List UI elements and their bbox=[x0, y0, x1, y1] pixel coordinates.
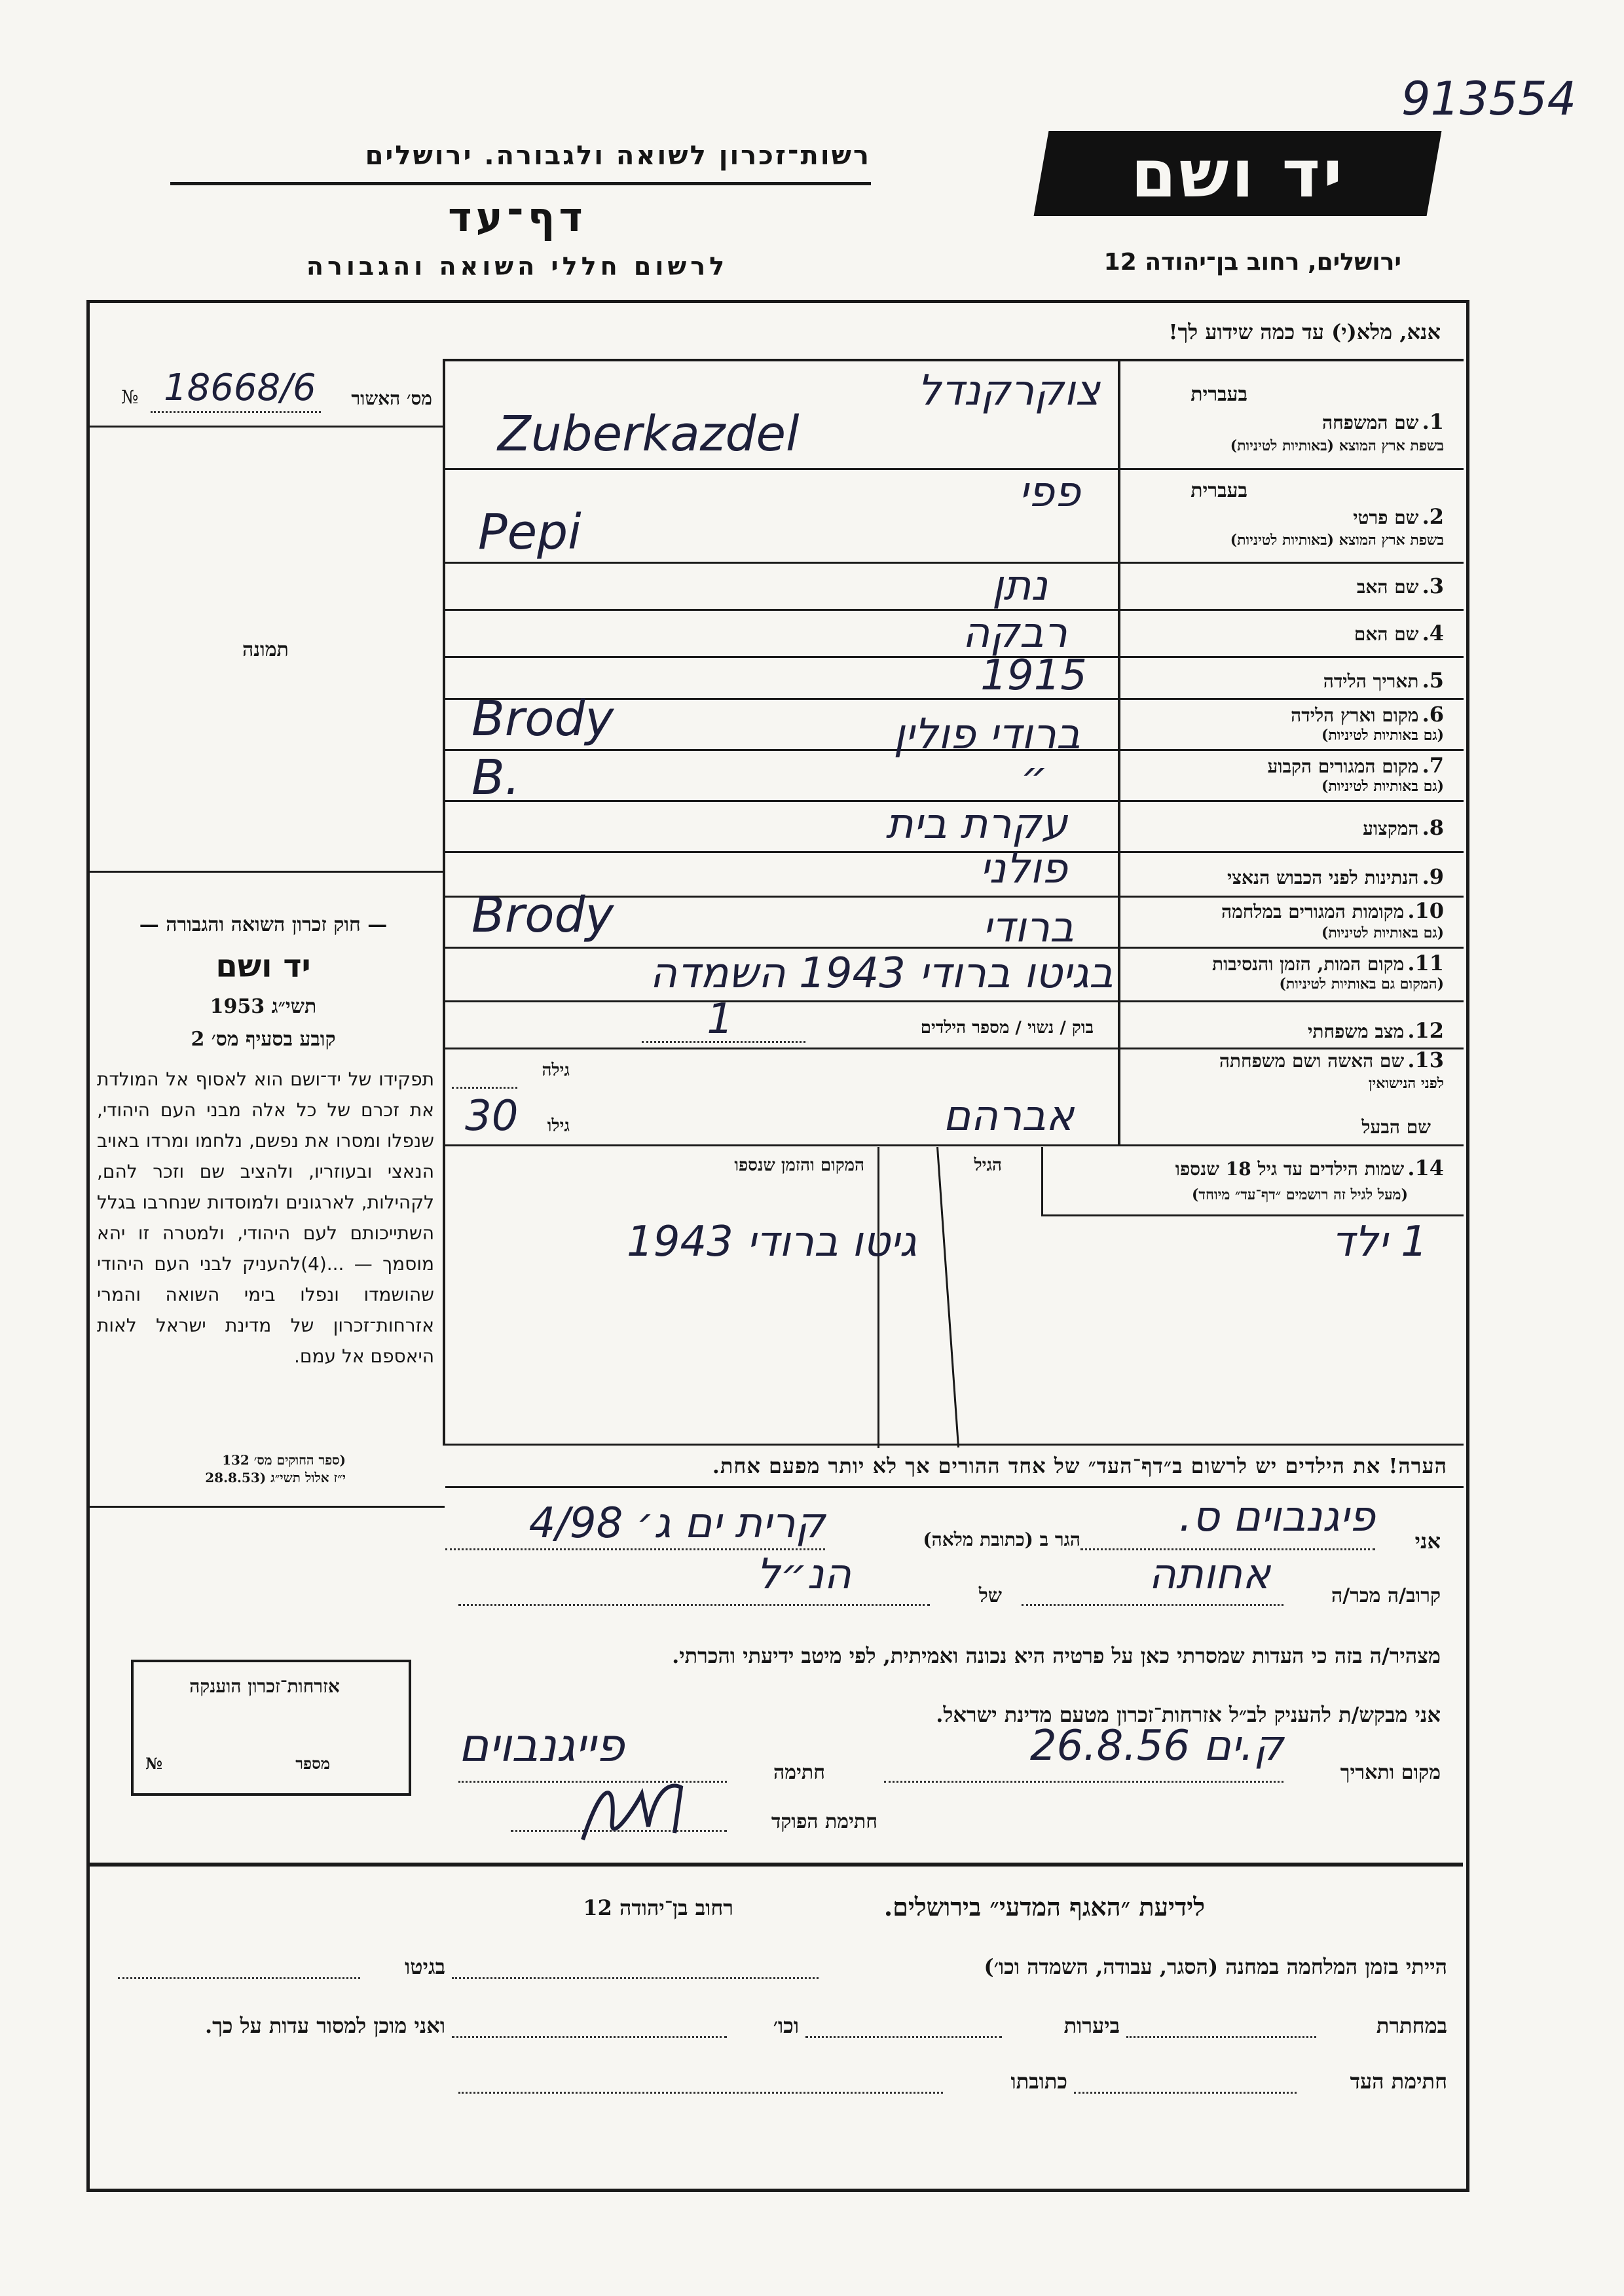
registration-label: מס׳ האשור bbox=[351, 388, 432, 409]
row-14-note: (מעל לגיל זה רושמים ״דף־עד״ מיוחד) bbox=[1191, 1186, 1408, 1203]
row-11-rule bbox=[445, 1000, 1464, 1002]
row-4-title: שם האם bbox=[1354, 623, 1419, 645]
bottom-line2-b: ביערות bbox=[1063, 2013, 1120, 2038]
row-14-label bbox=[1041, 1156, 1444, 1180]
hw-wartime-lat: Brody bbox=[471, 887, 614, 943]
bottom-line3-a: חתימת העד bbox=[1350, 2069, 1447, 2094]
hw-decl-name: פיגנבוים ס. bbox=[1179, 1493, 1375, 1541]
yad-vashem-logo bbox=[1034, 131, 1442, 216]
hw-marital-count: 1 bbox=[707, 995, 733, 1044]
row-4-num: 4. bbox=[1422, 621, 1444, 646]
row-2-sub: בשפת ארץ המוצא (באותיות לטיניות) bbox=[1230, 532, 1444, 549]
row-2-num: 2. bbox=[1422, 504, 1444, 529]
note-rule-left bbox=[90, 1506, 445, 1508]
bottom-rule bbox=[90, 1863, 1463, 1867]
hw-decl-place-date: ק.ים 26.8.56 bbox=[1029, 1722, 1283, 1770]
hw-decl-relation: אחותה bbox=[1149, 1550, 1270, 1599]
children-place-col: המקום והזמן שנספו bbox=[734, 1156, 864, 1175]
citizenship-box-no: № bbox=[145, 1754, 163, 1773]
row-6-sub: (גם באותיות לטיניות) bbox=[1321, 727, 1444, 744]
law-source-2: י״ז אלול תשי״ג (28.8.53 bbox=[205, 1470, 346, 1485]
decl-relation-line bbox=[1022, 1604, 1283, 1606]
registration-rule bbox=[90, 426, 445, 428]
decl-request-text: אני מבקש/ת להעניק לב״ל אזרחות־זכרון מטעם מדינת ישראל. bbox=[936, 1702, 1441, 1727]
left-column-divider bbox=[443, 359, 445, 1446]
row-1-title: שם המשפחה bbox=[1322, 412, 1419, 433]
row-11-num: 11. bbox=[1407, 951, 1444, 975]
row-5-label bbox=[1123, 668, 1444, 693]
hebrew-col-2: בעברית bbox=[1190, 479, 1247, 502]
hw-child: 1 ילד bbox=[1331, 1218, 1428, 1266]
hw-decl-signature: פייגנבוים bbox=[458, 1719, 625, 1772]
hw-surname-lat: Zuberkazdel bbox=[498, 406, 800, 462]
hebrew-col-1: בעברית bbox=[1190, 383, 1247, 406]
hw-birthplace-lat: Brody bbox=[471, 691, 614, 747]
bottom-line1-fill bbox=[452, 1977, 819, 1979]
hw-husband-age: 30 bbox=[465, 1092, 519, 1140]
row-11-label bbox=[1123, 951, 1444, 975]
row-11-sub: (המקום גם באותיות לטיניות) bbox=[1279, 975, 1444, 993]
hw-father: נתן bbox=[991, 562, 1048, 610]
row-2-title: שם פרטי bbox=[1353, 507, 1419, 528]
row-6-num: 6. bbox=[1422, 702, 1444, 727]
bottom-line2-c: וכו׳ bbox=[773, 2013, 799, 2038]
note-rule bbox=[445, 1486, 1464, 1488]
hw-birthplace-heb: ברודי פולין bbox=[893, 710, 1080, 759]
bottom-address: רחוב בן־יהודה 12 bbox=[583, 1895, 733, 1920]
row-12-label bbox=[1123, 1018, 1444, 1043]
decl-place-date-label: מקום ותאריך bbox=[1340, 1761, 1441, 1784]
row-13-title: שם האשה ושם משפחתה bbox=[1219, 1050, 1405, 1072]
row-3-title: שם האב bbox=[1356, 576, 1419, 598]
hw-firstname-lat: Pepi bbox=[478, 504, 581, 560]
row-7-label bbox=[1123, 753, 1444, 778]
law-body: תפקידו של יד־ושם הוא לאסוף אל המולדת את זכרם של כל אלה מבני העם היהודי, שנפלו ומסרו את נפשם, נלחמו ומרדו באויב הנאצי ובעוזריו, ולהציב שם וזכר להם, לקהילות, לארגונים ולמוסדות שנחרבו בגלל השתייכותם לעם היהודי, ולמטרה זו יהא מוסמך — ...(4)להעניק לבני העם היהודי שהושמדו ונפלו בימי השואה והמרי אזרחות־זכרון של מדינת ישראל לאות היאספם אל עמם. bbox=[97, 1068, 434, 1367]
hw-birth-date: 1915 bbox=[980, 651, 1087, 700]
decl-of-label: של bbox=[978, 1584, 1002, 1607]
hw-death: בגיטו ברודי 1943 השמדה bbox=[650, 949, 1113, 998]
row-1-sub: בשפת ארץ המוצא (באותיות לטיניות) bbox=[1230, 437, 1444, 454]
wife-age-line bbox=[452, 1087, 517, 1089]
hw-residence-lat: B. bbox=[471, 750, 521, 806]
row-7-sub: (גם באותיות לטיניות) bbox=[1321, 778, 1444, 795]
row-7-num: 7. bbox=[1422, 753, 1444, 778]
row-7-title: מקום המגורים הקבוע bbox=[1267, 756, 1419, 777]
row-2-label bbox=[1123, 504, 1444, 529]
row-8-label bbox=[1123, 815, 1444, 840]
form-purpose: לרשום חללי השואה והגבורה bbox=[306, 252, 729, 281]
bottom-line2-fill-c bbox=[452, 2036, 727, 2038]
hw-husband-name: אברהם bbox=[942, 1092, 1074, 1140]
registration-no-label: № bbox=[121, 386, 139, 408]
intro-rule bbox=[445, 359, 1464, 361]
row-6-label bbox=[1123, 702, 1444, 727]
note-line: הערה! את הילדים יש לרשום ב״דף־העד״ של אחד ההורים אך לא יותר מפעם אחת. bbox=[712, 1453, 1447, 1478]
children-bottom-rule bbox=[445, 1444, 1464, 1446]
row-9-title: הנתינות לפני הכבוש הנאצי bbox=[1227, 867, 1419, 888]
bottom-line2-fill-a bbox=[1126, 2036, 1316, 2038]
header-address: ירושלים, רחוב בן־יהודה 12 bbox=[1103, 249, 1401, 276]
bottom-line3-fill-a bbox=[1074, 2092, 1297, 2094]
bottom-line2-a: במחתרת bbox=[1376, 2013, 1447, 2038]
bottom-line1-end: בגיטו bbox=[405, 1954, 445, 1979]
row-1-num: 1. bbox=[1422, 409, 1444, 434]
law-clause: קובע בסעיף מס׳ 2 bbox=[191, 1028, 336, 1051]
law-name: יד ושם bbox=[215, 948, 311, 985]
citizenship-box bbox=[131, 1660, 411, 1796]
row-14-title: שמות הילדים עד גיל 18 שנספו bbox=[1175, 1158, 1405, 1180]
children-age-col: הגיל bbox=[974, 1156, 1002, 1175]
husband-rule bbox=[445, 1144, 1464, 1146]
bottom-title: לידיעת ״האגף המדעי״ בירושלים. bbox=[883, 1892, 1205, 1922]
decl-of-line bbox=[458, 1604, 930, 1606]
form-title: דף־עד bbox=[448, 193, 587, 241]
registration-line bbox=[151, 411, 321, 413]
bottom-line3-b: כתובתו bbox=[1010, 2069, 1067, 2094]
decl-lives-label: הגר ב (כתובת מלאה) bbox=[923, 1529, 1080, 1550]
bottom-line2-d: ואני מוכן למסור עדות על כך. bbox=[204, 2013, 445, 2038]
bottom-line2-fill-b bbox=[805, 2036, 1002, 2038]
row-10-title: מקומות המגורים במלחמה bbox=[1221, 901, 1405, 922]
header-rule bbox=[170, 182, 871, 185]
husband-label: שם הבעל bbox=[1361, 1116, 1431, 1138]
bottom-line3-fill-b bbox=[458, 2092, 943, 2094]
decl-officer-label: חתימת הפוקד bbox=[771, 1810, 877, 1833]
row-12-title: מצב משפחתי bbox=[1308, 1021, 1405, 1042]
hw-child-place: גיטו ברודי 1943 bbox=[627, 1218, 917, 1266]
row-13-label bbox=[1123, 1048, 1444, 1072]
row-13-num: 13. bbox=[1407, 1048, 1444, 1072]
hw-nationality: פולני bbox=[980, 845, 1067, 893]
row-10-num: 10. bbox=[1407, 898, 1444, 923]
hw-decl-address: קרית ים ג׳ 4/98 bbox=[528, 1499, 825, 1548]
hw-firstname-heb: פפי bbox=[1018, 468, 1080, 517]
registration-number: 18668/6 bbox=[164, 367, 316, 409]
law-source: (ספר החוקים מס׳ 132 bbox=[222, 1452, 346, 1468]
hw-surname-heb: צוקרקנדל bbox=[917, 367, 1100, 415]
children-divider-3 bbox=[877, 1147, 879, 1448]
law-top-rule bbox=[90, 871, 445, 873]
row-9-label bbox=[1123, 864, 1444, 889]
row-3-num: 3. bbox=[1422, 574, 1444, 598]
row-8-title: המקצוע bbox=[1363, 818, 1419, 839]
hw-profession: עקרת בית bbox=[885, 800, 1067, 848]
hw-residence-heb: ״ bbox=[1020, 753, 1048, 801]
intro-line: אנא, מלא(י) עד כמה שידוע לך! bbox=[1168, 319, 1441, 344]
row-10-label bbox=[1123, 898, 1444, 923]
authority-name: רשות־זכרון לשואה ולגבורה. ירושלים bbox=[365, 141, 871, 171]
row-13-sub: לפני הנישואין bbox=[1368, 1075, 1444, 1092]
row-3-label bbox=[1123, 574, 1444, 598]
decl-place-date-line bbox=[884, 1781, 1283, 1783]
row-4-label bbox=[1123, 621, 1444, 646]
corner-number: 913554 bbox=[1401, 72, 1577, 126]
row-8-num: 8. bbox=[1422, 815, 1444, 840]
row-10-sub: (גם באותיות לטיניות) bbox=[1321, 924, 1444, 941]
row-11-title: מקום המות, הזמן והנסיבות bbox=[1212, 953, 1405, 975]
wife-age-label: גילה bbox=[542, 1061, 570, 1080]
bottom-line1-fill-2 bbox=[118, 1977, 360, 1979]
logo-text: יד ושם bbox=[1130, 135, 1345, 212]
row-14-num: 14. bbox=[1407, 1156, 1444, 1180]
citizenship-box-num-label: מספר bbox=[295, 1754, 330, 1773]
husband-age-label: גילו bbox=[547, 1116, 570, 1136]
row-12-options: בוק / נשוי / מספר הילדים bbox=[920, 1018, 1094, 1038]
citizenship-box-title: אזרחות־זכרון הוענקה bbox=[189, 1675, 340, 1697]
children-divider-1 bbox=[1041, 1147, 1043, 1216]
children-header-rule bbox=[1041, 1214, 1464, 1216]
hw-wartime-heb: ברודי bbox=[982, 903, 1074, 952]
decl-relative-label: קרוב/ה מכר/ה bbox=[1331, 1584, 1441, 1607]
label-column-divider bbox=[1118, 359, 1120, 1144]
row-6-title: מקום וארץ הלידה bbox=[1291, 704, 1419, 726]
decl-declare-text: מצהיר/ה בזה כי העדות שמסרתי כאן על פרטיה היא נכונה ואמיתית, לפי מיטב ידיעתי והכרתי. bbox=[672, 1643, 1441, 1668]
row-5-title: תאריך הלידה bbox=[1323, 670, 1419, 692]
hw-mother: רבקה bbox=[962, 609, 1067, 657]
officer-signature bbox=[576, 1768, 701, 1853]
law-year: תשי״ג 1953 bbox=[210, 995, 317, 1018]
decl-signature-label: חתימה bbox=[773, 1761, 825, 1784]
row-12-num: 12. bbox=[1407, 1018, 1444, 1043]
row-5-num: 5. bbox=[1422, 668, 1444, 693]
bottom-line1: הייתי בזמן המלחמה במחנה (הסגר, עבודה, השמדה וכו׳) bbox=[984, 1954, 1447, 1979]
hw-decl-of: הנ״ל bbox=[756, 1550, 851, 1599]
row-9-num: 9. bbox=[1422, 864, 1444, 889]
law-title: — חוק זכרון השואה והגבורה — bbox=[139, 913, 388, 936]
row-1-label bbox=[1123, 409, 1444, 434]
decl-i-label: אני bbox=[1414, 1529, 1441, 1554]
photo-label: תמונה bbox=[242, 638, 289, 661]
